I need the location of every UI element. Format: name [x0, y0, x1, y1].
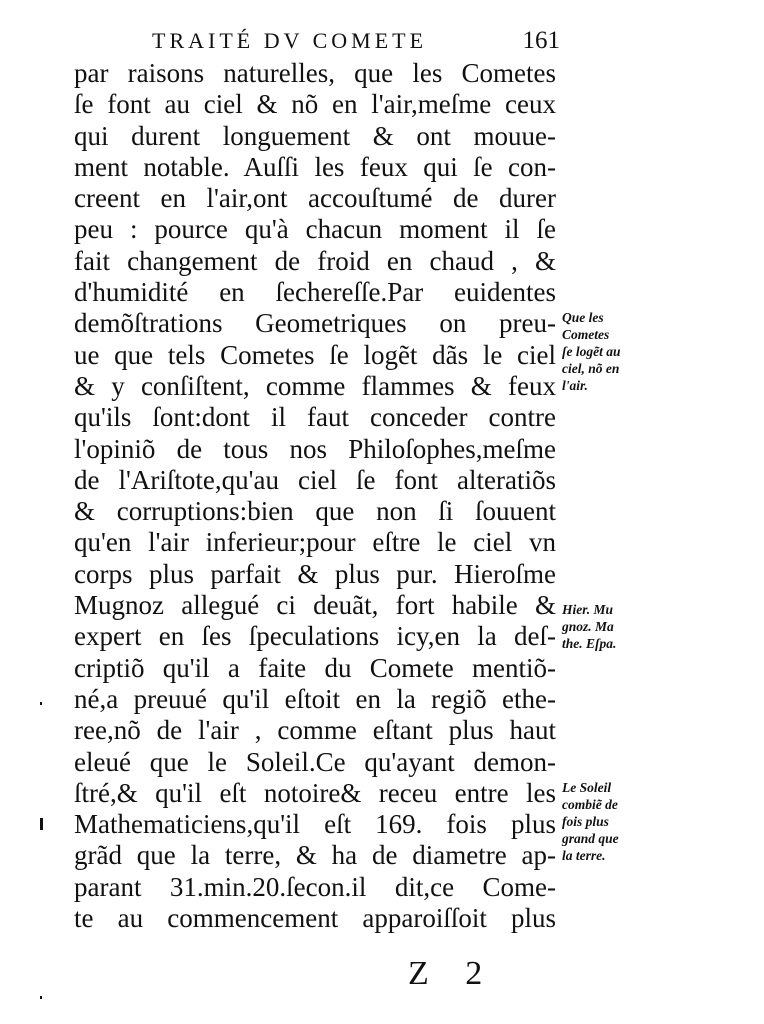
margin-note-line: the. Eſpa. [562, 636, 617, 651]
page-header [152, 26, 560, 56]
margin-note-line: combiẽ de [562, 797, 618, 812]
margin-note-line: la terre. [562, 848, 606, 863]
margin-note-line: Cometes [562, 327, 610, 342]
margin-note-line: Le Soleil [562, 780, 612, 795]
text-line: corps plus parfait & plus pur. Hieroſme [74, 558, 556, 589]
text-line: ue que tels Cometes ſe logẽt dãs le ciel [74, 339, 556, 370]
margin-note-line: fois plus [562, 814, 609, 829]
margin-note-mugnoz [562, 601, 672, 652]
margin-note-line: ciel, nõ en [562, 361, 620, 376]
text-line: de l'Ariſtote,qu'au ciel ſe font alteratiõs [74, 464, 556, 495]
text-line: qu'en l'air inferieur;pour eſtre le ciel vn [74, 527, 556, 558]
text-line: parant 31.min.20.ſecon.il dit,ce Come- [74, 871, 556, 902]
text-line: expert en ſes ſpeculations icy,en la deſ- [74, 621, 556, 652]
margin-note-line: gnoz. Ma [562, 619, 614, 634]
margin-note-line: Que les [562, 310, 604, 325]
text-line: Mugnoz allegué ci deuãt, fort habile & [74, 590, 556, 621]
text-line: d'humidité en ſechereſſe.Par euidentes [74, 277, 556, 308]
text-line: & y conſiſtent, comme flammes & feux [74, 370, 556, 401]
text-line: ſtré,& qu'il eſt notoire& receu entre les [74, 777, 556, 808]
text-line: peu : pource qu'à chacun moment il ſe [74, 214, 556, 245]
margin-note-line: ſe logẽt au [562, 344, 621, 359]
ink-speck [40, 996, 42, 999]
running-title: TRAITÉ DV COMETE [152, 28, 428, 53]
margin-note-line: l'air. [562, 378, 588, 393]
text-line: qui durent longuement & ont mouue- [74, 120, 556, 151]
text-line: Mathematiciens,qu'il eſt 169. fois plus [74, 809, 556, 840]
page-number: 161 [522, 27, 560, 54]
ink-speck [40, 818, 43, 830]
text-line: ment notable. Auſſi les feux qui ſe con- [74, 151, 556, 182]
text-line: né,a preuué qu'il eſtoit en la regiõ ethe- [74, 683, 556, 714]
text-line: demõſtrations Geometriques on preu- [74, 308, 556, 339]
signature-mark: Z 2 [408, 955, 497, 992]
text-line: ſe font au ciel & nõ en l'air,meſme ceux [74, 89, 556, 120]
body-text [74, 58, 556, 934]
text-line: grãd que la terre, & ha de diametre ap- [74, 840, 556, 871]
text-line: eleué que le Soleil.Ce qu'ayant demon- [74, 746, 556, 777]
margin-note-line: Hier. Mu [562, 602, 614, 617]
text-line: te au commencement apparoiſſoit plus [74, 903, 556, 934]
text-line: par raisons naturelles, que les Cometes [74, 58, 556, 88]
margin-note-sun-size [562, 779, 672, 864]
text-line: qu'ils ſont:dont il faut conceder contre [74, 402, 556, 433]
ink-speck [40, 702, 42, 705]
text-line: l'opiniõ de tous nos Philoſophes,meſme [74, 433, 556, 464]
text-line: fait changement de froid en chaud , & [74, 245, 556, 276]
text-line: creent en l'air,ont accouſtumé de durer [74, 183, 556, 214]
margin-note-line: grand que [562, 831, 619, 846]
text-line: & corruptions:bien que non ſi ſouuent [74, 496, 556, 527]
text-line: ree,nõ de l'air , comme eſtant plus haut [74, 715, 556, 746]
text-line: criptiõ qu'il a faite du Comete mentiõ- [74, 652, 556, 683]
margin-note-comets-in-heaven [562, 309, 672, 394]
